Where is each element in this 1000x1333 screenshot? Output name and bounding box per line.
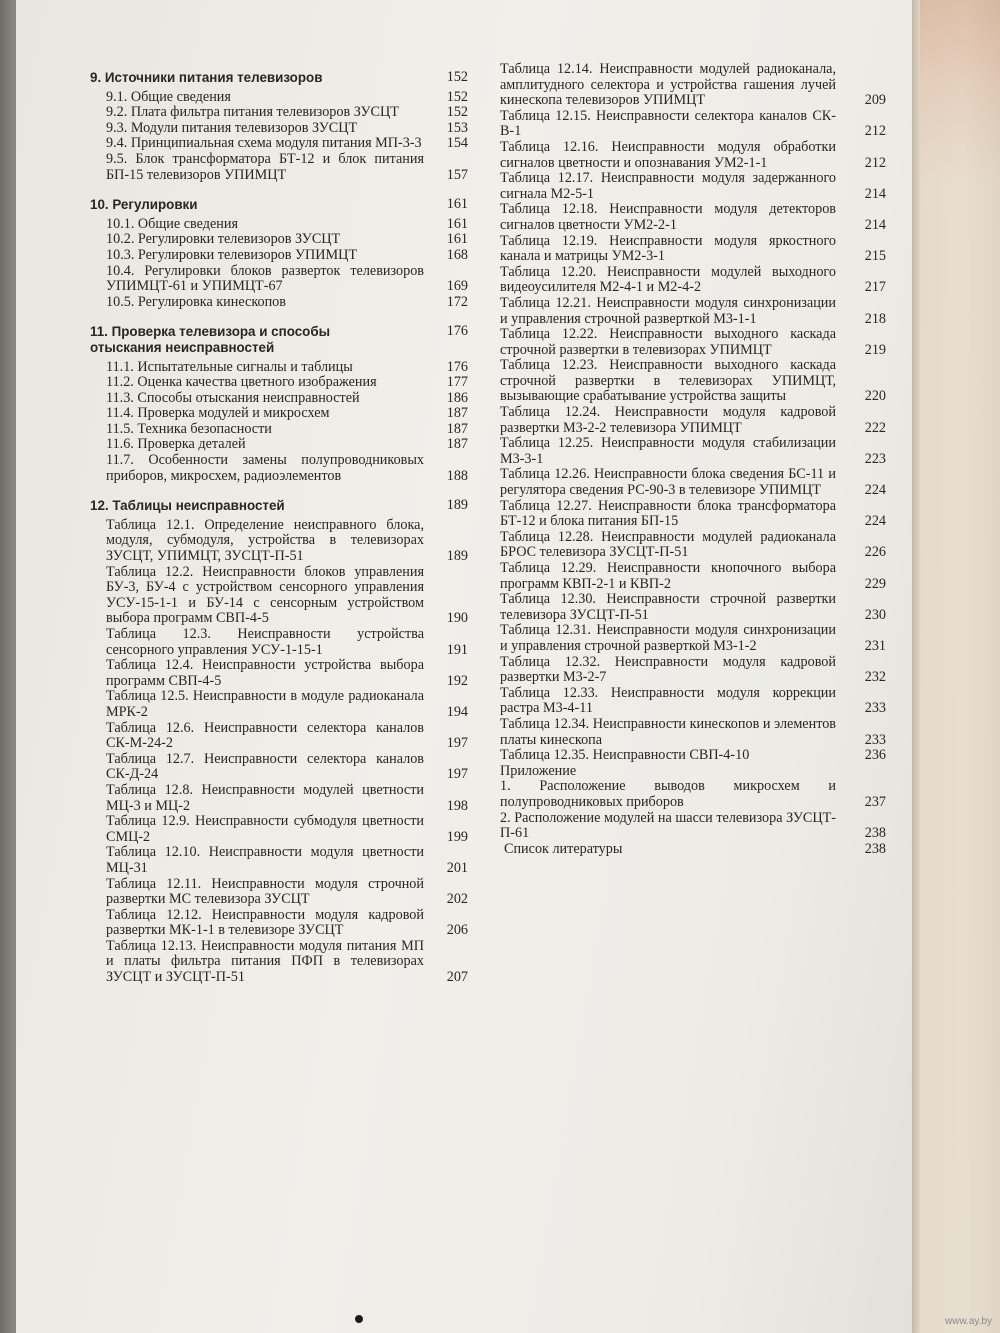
toc-entry-page: 233	[864, 731, 886, 748]
toc-entry-text: Таблица 12.19. Неисправности модуля яркостного канала и матрицы УМ2-3-1	[500, 232, 836, 265]
toc-entry-text: Таблица 12.22. Неисправности выходного каскада строчной развертки в телевизорах УПИМЦТ	[500, 326, 836, 358]
toc-entry-page: 220	[864, 388, 886, 405]
appendix-entry-page: 238	[864, 825, 886, 842]
toc-entry-page: 202	[446, 891, 468, 908]
toc-entry	[500, 138, 886, 171]
toc-entry	[106, 814, 468, 845]
toc-entry-text: Таблица 12.26. Неисправности блока сведения БС-11 и регулятора сведения РС-90-3 в телевизоре УПИМЦТ	[500, 466, 836, 499]
toc-entry	[500, 170, 886, 202]
toc-entry-page: 199	[446, 828, 468, 845]
toc-entry	[500, 326, 886, 358]
toc-entry-page: 153	[446, 119, 468, 136]
watermark: www.ay.by	[944, 1316, 992, 1327]
toc-entry-text: Таблица 12.32. Неисправности модуля кадровой развертки М3-2-7	[500, 653, 836, 686]
toc-entry	[106, 232, 468, 248]
toc-entry-page: 190	[446, 610, 468, 627]
toc-entry-page: 214	[864, 185, 886, 202]
toc-section	[90, 197, 468, 310]
toc-entry-text: Таблица 12.2. Неисправности блоков управления БУ-3, БУ-4 с устройством сенсорного управления УСУ-15-1-1 и БУ-14 с сенсорным устройством выбора программ СВП-4-5	[106, 563, 424, 627]
toc-entry-page: 187	[446, 420, 468, 437]
toc-entry-text: Таблица 12.23. Неисправности выходного каскада строчной развертки в телевизорах УПИМЦТ, вызывающие срабатывание устройства защиты	[500, 357, 836, 405]
toc-entry	[500, 61, 886, 109]
toc-entry-page: 172	[446, 293, 468, 310]
toc-entry-text: Таблица 12.28. Неисправности модулей радиоканала БРОС телевизора ЗУСЦТ-П-51	[500, 528, 836, 561]
toc-entry-page: 176	[446, 358, 468, 375]
toc-entry	[106, 845, 468, 876]
toc-right-column	[500, 61, 886, 857]
toc-entry	[500, 497, 886, 530]
toc-entry-page: 152	[446, 88, 468, 105]
toc-entry-text: Таблица 12.15. Неисправности селектора каналов СК-В-1	[500, 107, 836, 140]
toc-entry-text: 10.1. Общие сведения	[106, 215, 238, 232]
toc-entry-page: 206	[446, 922, 468, 939]
toc-entry-page: 236	[864, 747, 886, 764]
toc-entry-page: 233	[864, 700, 886, 717]
toc-entry-text: Таблица 12.14. Неисправности модулей радиоканала, амплитудного селектора и устройства гашения лучей кинескопа телевизоров УПИМЦТ	[500, 61, 836, 109]
toc-entry	[500, 357, 886, 405]
toc-entry-page: 229	[864, 575, 886, 592]
book-cover-edge	[912, 0, 1000, 1333]
toc-entry-page: 212	[864, 123, 886, 140]
toc-entry-page: 219	[864, 341, 886, 358]
appendix-entry-text: 1. Расположение выводов микросхем и полупроводниковых приборов	[500, 778, 836, 810]
toc-entry-text: Таблица 12.12. Неисправности модуля кадровой развертки МК-1-1 в телевизоре ЗУСЦТ	[106, 906, 424, 939]
section-page: 161	[446, 196, 468, 213]
section-page: 152	[446, 69, 468, 85]
toc-entry-page: 177	[446, 374, 468, 391]
toc-entry-text: 11.6. Проверка деталей	[106, 436, 246, 453]
toc-entry-text: Таблица 12.27. Неисправности блока трансформатора БТ-12 и блока питания БП-15	[500, 497, 836, 530]
toc-entry-text: 11.7. Особенности замены полупроводниковых приборов, микросхем, радиоэлементов	[106, 452, 424, 484]
toc-entry-text: Таблица 12.11. Неисправности модуля строчной развертки МС телевизора ЗУСЦТ	[106, 875, 424, 908]
toc-entry	[106, 248, 468, 264]
toc-entry-text: Таблица 12.13. Неисправности модуля питания МП и платы фильтра питания ПФП в телевизорах ЗУСЦТ и ЗУСЦТ-П-51	[106, 937, 424, 986]
toc-entry-text: Таблица 12.21. Неисправности модуля синхронизации и управления строчной разверткой М3-1-1	[500, 294, 836, 327]
toc-entry-page: 218	[864, 310, 886, 327]
toc-entry-page: 154	[446, 135, 468, 152]
appendix-entry-page: 237	[864, 793, 886, 810]
toc-entry	[500, 232, 886, 265]
toc-entry-page: 215	[864, 248, 886, 265]
toc-entry	[106, 136, 468, 152]
appendix-heading-row	[500, 764, 882, 780]
toc-entry-text: 9.1. Общие сведения	[106, 88, 231, 105]
toc-entry	[106, 422, 468, 438]
toc-entry-page: 168	[446, 246, 468, 263]
section-title: 10. Регулировки	[90, 197, 198, 213]
toc-entry-text: Таблица 12.4. Неисправности устройства выбора программ СВП-4-5	[106, 657, 424, 689]
toc-entry	[106, 877, 468, 908]
toc-entry-text: 10.4. Регулировки блоков разверток телевизоров УПИМЦТ-61 и УПИМЦТ-67	[106, 262, 424, 295]
toc-entry-text: Таблица 12.33. Неисправности модуля коррекции растра М3-4-11	[500, 684, 836, 717]
toc-entry	[500, 404, 886, 436]
toc-entry	[500, 653, 886, 686]
toc-entry	[106, 152, 468, 183]
toc-entry-page: 232	[864, 669, 886, 686]
toc-entry-page: 152	[446, 104, 468, 121]
toc-entry-page: 161	[446, 231, 468, 248]
toc-entry	[106, 105, 468, 121]
section-title: 9. Источники питания телевизоров	[90, 70, 323, 85]
toc-entry	[106, 627, 468, 658]
toc-entry-page: 201	[446, 859, 468, 876]
toc-entry-text: Таблица 12.18. Неисправности модуля детекторов сигналов цветности УМ2-2-1	[500, 201, 836, 233]
toc-entry	[106, 295, 468, 311]
toc-entry-text: 10.2. Регулировки телевизоров ЗУСЦТ	[106, 231, 341, 248]
toc-entry	[106, 783, 468, 814]
toc-entry-text: 9.3. Модули питания телевизоров ЗУСЦТ	[106, 119, 358, 136]
toc-entry-text: Таблица 12.31. Неисправности модуля синхронизации и управления строчной разверткой М3-1-2	[500, 622, 836, 654]
appendix-entry	[500, 809, 886, 842]
toc-entry-text: Таблица 12.16. Неисправности модуля обработки сигналов цветности и опознавания УМ2-1-1	[500, 138, 836, 171]
toc-entry	[106, 406, 468, 422]
toc-entry-text: 10.3. Регулировки телевизоров УПИМЦТ	[106, 246, 358, 263]
ink-dot	[355, 1315, 363, 1323]
toc-entry-page: 217	[864, 279, 886, 296]
toc-entry-text: Таблица 12.29. Неисправности кнопочного выбора программ КВП-2-1 и КВП-2	[500, 560, 836, 592]
toc-entry-text: Таблица 12.35. Неисправности СВП-4-10	[500, 747, 750, 764]
references-label: Список литературы	[504, 840, 623, 857]
toc-entry-page: 188	[446, 467, 468, 484]
toc-entry-text: Таблица 12.1. Определение неисправного блока, модуля, субмодуля, устройства в телевизорах ЗУСЦТ, УПИМЦТ, ЗУСЦТ-П-51	[106, 516, 424, 565]
toc-entry	[500, 560, 886, 592]
toc-entry-references	[500, 840, 886, 858]
section-page: 189	[446, 497, 468, 514]
toc-entry-page: 209	[864, 92, 886, 109]
toc-entry	[106, 90, 468, 106]
toc-entry-text: Таблица 12.30. Неисправности строчной развертки телевизора ЗУСЦТ-П-51	[500, 591, 836, 623]
toc-entry	[106, 437, 468, 453]
toc-entry-page: 197	[446, 766, 468, 783]
toc-entry	[500, 294, 886, 327]
toc-entry	[106, 391, 468, 407]
toc-entry-page: 194	[446, 703, 468, 720]
toc-entry-page: 192	[446, 672, 468, 689]
toc-entry	[500, 263, 886, 296]
toc-entry	[106, 453, 468, 484]
toc-entry-text: Таблица 12.5. Неисправности в модуле радиоканала МРК-2	[106, 688, 424, 720]
toc-entry-text: 11.1. Испытательные сигналы и таблицы	[106, 358, 353, 375]
toc-section	[90, 324, 468, 484]
section-title: 12. Таблицы неисправностей	[90, 498, 285, 514]
toc-entry	[106, 565, 468, 627]
toc-entry-text: Таблица 12.20. Неисправности модулей выходного видеоусилителя М2-4-1 и М2-4-2	[500, 263, 836, 296]
toc-entry-text: Таблица 12.3. Неисправности устройства сенсорного управления УСУ-1-15-1	[106, 626, 424, 658]
toc-entry-text: Таблица 12.34. Неисправности кинескопов и элементов платы кинескопа	[500, 715, 836, 748]
toc-entry	[106, 375, 468, 391]
section-page: 176	[446, 323, 468, 340]
toc-entry	[106, 518, 468, 565]
section-title: 11. Проверка телевизора и способы отыскания неисправностей	[90, 324, 331, 355]
toc-entry-text: Таблица 12.25. Неисправности модуля стабилизации М3-3-1	[500, 435, 836, 467]
toc-entry	[500, 622, 886, 654]
toc-entry-page: 230	[864, 606, 886, 623]
toc-entry-page: 161	[446, 215, 468, 232]
toc-entry	[500, 435, 886, 467]
toc-entry-page: 169	[446, 278, 468, 295]
toc-entry-page: 187	[446, 405, 468, 422]
toc-entry-page: 226	[864, 544, 886, 561]
toc-entry-page: 224	[864, 513, 886, 530]
toc-entry-text: Таблица 12.6. Неисправности селектора каналов СК-М-24-2	[106, 719, 424, 752]
toc-entry-page: 157	[446, 166, 468, 183]
toc-entry	[106, 121, 468, 137]
toc-entry-page: 189	[446, 548, 468, 565]
references-page: 238	[864, 840, 886, 857]
toc-entry	[500, 107, 886, 140]
toc-entry-text: 9.2. Плата фильтра питания телевизоров ЗУСЦТ	[106, 104, 399, 121]
toc-entry-page: 214	[864, 216, 886, 233]
toc-section	[90, 70, 468, 183]
toc-entry-page: 212	[864, 154, 886, 171]
toc-entry-page: 222	[864, 419, 886, 436]
toc-entry-text: Таблица 12.9. Неисправности субмодуля цветности СМЦ-2	[106, 813, 424, 845]
toc-entry-page: 197	[446, 735, 468, 752]
toc-entry	[106, 721, 468, 752]
toc-entry-text: Таблица 12.7. Неисправности селектора каналов СК-Д-24	[106, 750, 424, 783]
appendix-entry-text: 2. Расположение модулей на шасси телевизора ЗУСЦТ-П-61	[500, 809, 836, 842]
toc-entry	[106, 689, 468, 720]
toc-entry-text: Таблица 12.10. Неисправности модуля цветности МЦ-31	[106, 844, 424, 876]
toc-left-column	[90, 70, 468, 1000]
toc-entry-page: 198	[446, 797, 468, 814]
toc-entry-text: 11.5. Техника безопасности	[106, 420, 272, 437]
toc-entry-page: 224	[864, 482, 886, 499]
toc-entry-page: 186	[446, 389, 468, 406]
toc-entry	[500, 591, 886, 623]
toc-entry	[500, 684, 886, 717]
toc-entry-text: 11.4. Проверка модулей и микросхем	[106, 405, 330, 422]
toc-entry	[500, 466, 886, 499]
toc-entry	[500, 201, 886, 233]
toc-entry-page: 191	[446, 641, 468, 658]
toc-entry-text: 10.5. Регулировка кинескопов	[106, 293, 286, 310]
toc-section	[90, 498, 468, 985]
toc-entry-page: 187	[446, 436, 468, 453]
toc-entry	[106, 939, 468, 986]
toc-entry-text: 11.3. Способы отыскания неисправностей	[106, 389, 360, 406]
appendix-entry	[500, 778, 886, 810]
appendix-heading: Приложение	[500, 762, 577, 779]
toc-entry	[106, 658, 468, 689]
toc-entry	[500, 715, 886, 748]
toc-entry-text: Таблица 12.24. Неисправности модуля кадровой развертки М3-2-2 телевизора УПИМЦТ	[500, 404, 836, 436]
toc-entry	[106, 752, 468, 783]
toc-entry	[106, 360, 468, 376]
toc-entry	[500, 528, 886, 561]
toc-entry	[106, 264, 468, 295]
toc-entry-page: 231	[864, 637, 886, 654]
toc-entry-text: 9.5. Блок трансформатора БТ-12 и блок питания БП-15 телевизоров УПИМЦТ	[106, 150, 424, 183]
toc-entry-page: 223	[864, 450, 886, 467]
toc-entry	[106, 908, 468, 939]
toc-entry	[500, 747, 886, 764]
toc-entry-page: 207	[446, 969, 468, 986]
toc-entry	[106, 217, 468, 233]
toc-entry-text: Таблица 12.8. Неисправности модулей цветности МЦ-3 и МЦ-2	[106, 781, 424, 814]
toc-entry-text: 9.4. Принципиальная схема модуля питания МП-3-3	[106, 135, 422, 152]
toc-entry-text: 11.2. Оценка качества цветного изображения	[106, 374, 377, 391]
toc-entry-text: Таблица 12.17. Неисправности модуля задержанного сигнала М2-5-1	[500, 170, 836, 202]
